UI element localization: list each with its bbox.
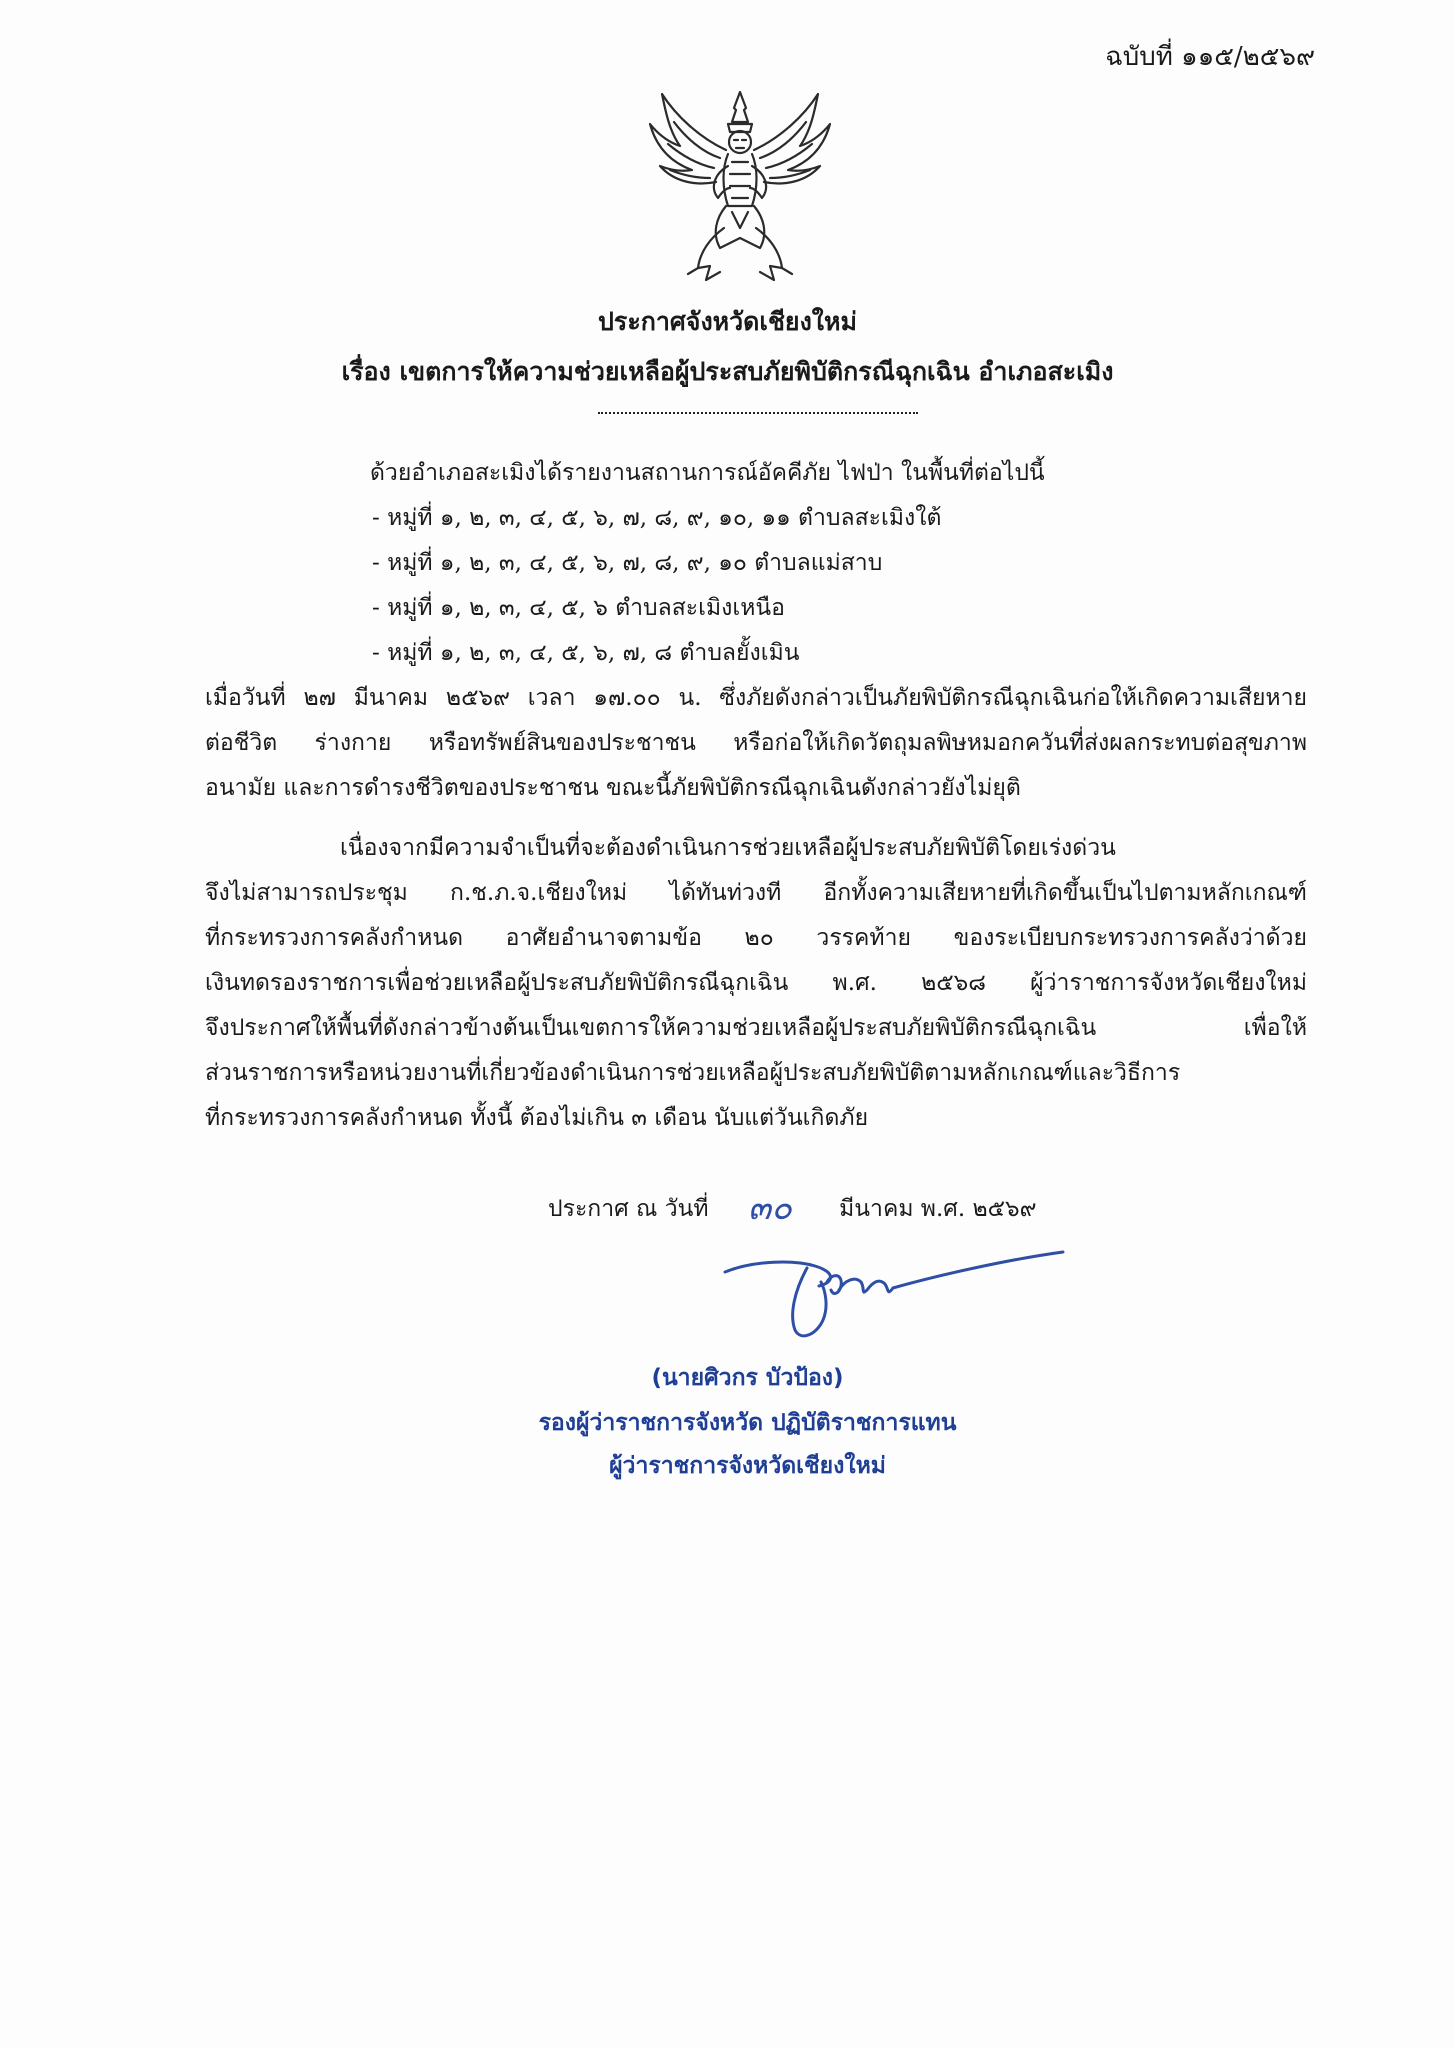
intro-line: ด้วยอำเภอสะเมิงได้รายงานสถานการณ์อัคคีภัย ไฟป่า ในพื้นที่ต่อไปนี้ — [370, 460, 1045, 486]
area-list-item: - หมู่ที่ ๑, ๒, ๓, ๔, ๕, ๖, ๗, ๘ ตำบลยั้งเมิน — [372, 640, 800, 666]
announcement-subject: เรื่อง เขตการให้ความช่วยเหลือผู้ประสบภัยพิบัติกรณีฉุกเฉิน อำเภอสะเมิง — [341, 357, 1114, 386]
signatory-position: รองผู้ว่าราชการจังหวัด ปฏิบัติราชการแทน — [538, 1410, 957, 1436]
handwritten-day: ๓๐ — [747, 1188, 792, 1228]
paragraph-1-line: เมื่อวันที่ ๒๗ มีนาคม ๒๕๖๙ เวลา ๑๗.๐๐ น. ซึ่งภัยดังกล่าวเป็นภัยพิบัติกรณีฉุกเฉินก่อให้เกิดความเสียหาย — [205, 685, 1307, 711]
announcement-date — [548, 1180, 1037, 1234]
document-number: ฉบับที่ ๑๑๕/๒๕๖๙ — [1105, 42, 1315, 72]
paragraph-2-line: เนื่องจากมีความจำเป็นที่จะต้องดำเนินการช่วยเหลือผู้ประสบภัยพิบัติโดยเร่งด่วน — [340, 835, 1116, 861]
title-dotted-divider — [598, 412, 918, 414]
signatory-name: (นายศิวกร บัวป้อง) — [651, 1365, 844, 1391]
announcement-date-prefix: ประกาศ ณ วันที่ — [548, 1196, 709, 1222]
paragraph-2-line: ที่กระทรวงการคลังกำหนด อาศัยอำนาจตามข้อ ๒๐ วรรคท้าย ของระเบียบกระทรวงการคลังว่าด้วย — [205, 925, 1307, 951]
paragraph-2-line: จึงไม่สามารถประชุม ก.ช.ภ.จ.เชียงใหม่ ได้ทันท่วงที อีกทั้งความเสียหายที่เกิดขึ้นเป็นไปตามหลักเกณฑ์ — [205, 880, 1307, 906]
paragraph-2-line: ที่กระทรวงการคลังกำหนด ทั้งนี้ ต้องไม่เกิน ๓ เดือน นับแต่วันเกิดภัย — [205, 1105, 869, 1131]
handwritten-signature — [715, 1230, 1075, 1360]
area-list-item: - หมู่ที่ ๑, ๒, ๓, ๔, ๕, ๖ ตำบลสะเมิงเหนือ — [372, 595, 785, 621]
paragraph-2-line: เงินทดรองราชการเพื่อช่วยเหลือผู้ประสบภัยพิบัติกรณีฉุกเฉิน พ.ศ. ๒๕๖๘ ผู้ว่าราชการจังหวัดเชียงใหม่ — [205, 970, 1307, 996]
paragraph-2-line: จึงประกาศให้พื้นที่ดังกล่าวข้างต้นเป็นเขตการให้ความช่วยเหลือผู้ประสบภัยพิบัติกรณีฉุกเฉิน เพื่อให้ — [205, 1015, 1307, 1041]
garuda-emblem-icon — [640, 88, 840, 288]
area-list-item: - หมู่ที่ ๑, ๒, ๓, ๔, ๕, ๖, ๗, ๘, ๙, ๑๐ ตำบลแม่สาบ — [372, 550, 883, 576]
paragraph-1-line: ต่อชีวิต ร่างกาย หรือทรัพย์สินของประชาชน หรือก่อให้เกิดวัตถุมลพิษหมอกควันที่ส่งผลกระทบต่อสุขภาพ — [205, 730, 1307, 756]
paragraph-1-line: อนามัย และการดำรงชีวิตของประชาชน ขณะนี้ภัยพิบัติกรณีฉุกเฉินดังกล่าวยังไม่ยุติ — [205, 775, 1021, 801]
announcement-month-year: มีนาคม พ.ศ. ๒๕๖๙ — [839, 1196, 1037, 1222]
paragraph-2-line: ส่วนราชการหรือหน่วยงานที่เกี่ยวข้องดำเนินการช่วยเหลือผู้ประสบภัยพิบัติตามหลักเกณฑ์และวิธีการ — [205, 1060, 1181, 1086]
signatory-position-on-behalf: ผู้ว่าราชการจังหวัดเชียงใหม่ — [609, 1453, 886, 1479]
announcement-title: ประกาศจังหวัดเชียงใหม่ — [598, 307, 857, 336]
area-list-item: - หมู่ที่ ๑, ๒, ๓, ๔, ๕, ๖, ๗, ๘, ๙, ๑๐, ๑๑ ตำบลสะเมิงใต้ — [372, 505, 942, 531]
